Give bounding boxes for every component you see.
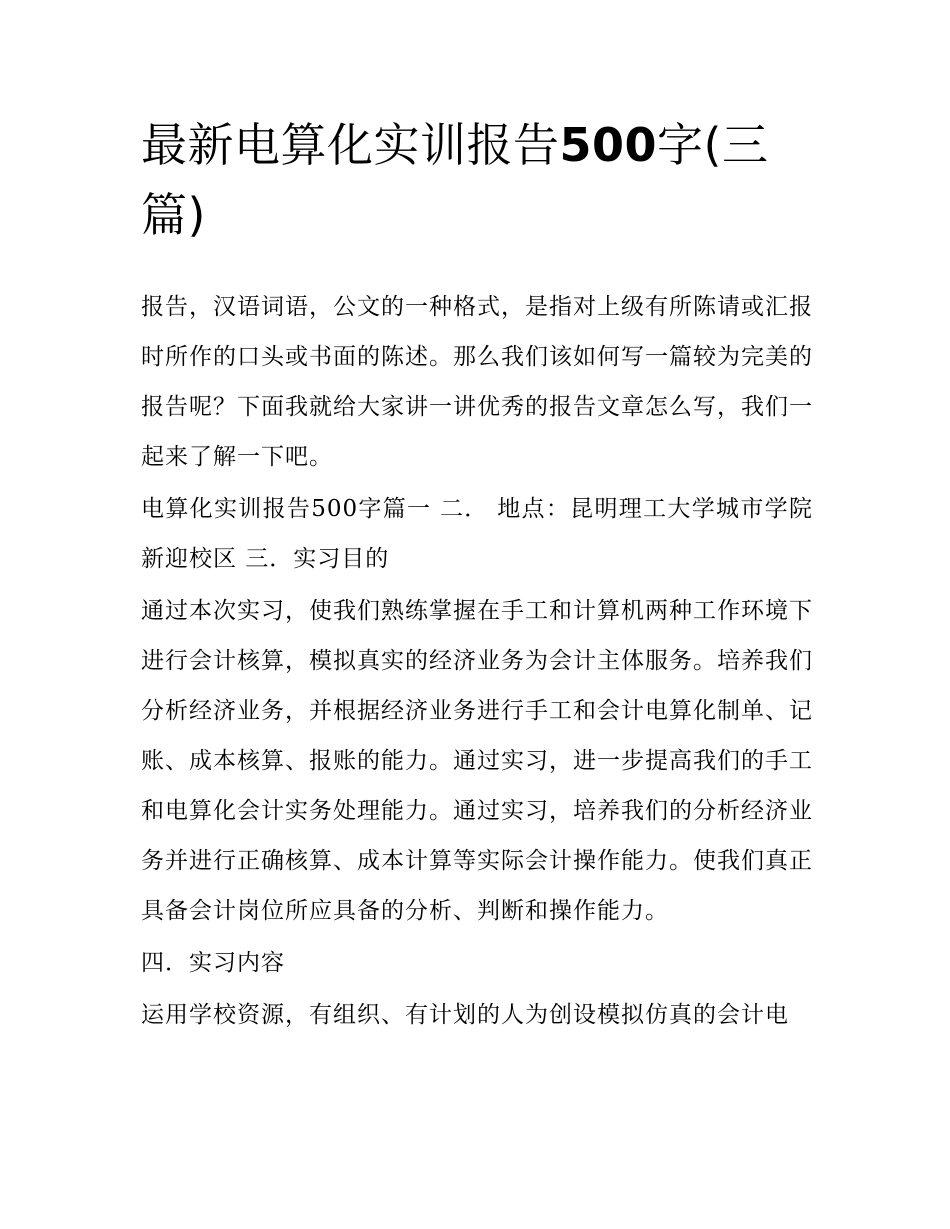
paragraph-purpose: 通过本次实习，使我们熟练掌握在手工和计算机两种工作环境下进行会计核算，模拟真实的经济业务为会计主体服务。培养我们分析经济业务，并根据经济业务进行手工和会计电算化制单、记账、成本核算、报账的能力。通过实习，进一步提高我们的手工和电算化会计实务处理能力。通过实习，培养我们的分析经济业务并进行正确核算、成本计算等实际会计操作能力。使我们真正具备会计岗位所应具备的分析、判断和操作能力。: [141, 598, 813, 924]
document-page: [141, 110, 813, 1040]
section-heading-content: 四．实习内容: [141, 950, 285, 976]
title-number: 500: [559, 118, 658, 172]
document-title: [141, 110, 813, 250]
title-suffix: 字(三篇): [141, 118, 769, 242]
paragraph-location: 电算化实训报告500字篇一 二． 地点：昆明理工大学城市学院新迎校区 三．实习目的: [141, 496, 813, 572]
paragraph-content: 运用学校资源，有组织、有计划的人为创设模拟仿真的会计电: [141, 1002, 789, 1028]
title-prefix: 最新电算化实训报告: [141, 118, 560, 172]
paragraph-intro: 报告，汉语词语，公文的一种格式，是指对上级有所陈请或汇报时所作的口头或书面的陈述。那么我们该如何写一篇较为完美的报告呢？下面我就给大家讲一讲优秀的报告文章怎么写，我们一起来了解一下吧。: [141, 294, 813, 470]
